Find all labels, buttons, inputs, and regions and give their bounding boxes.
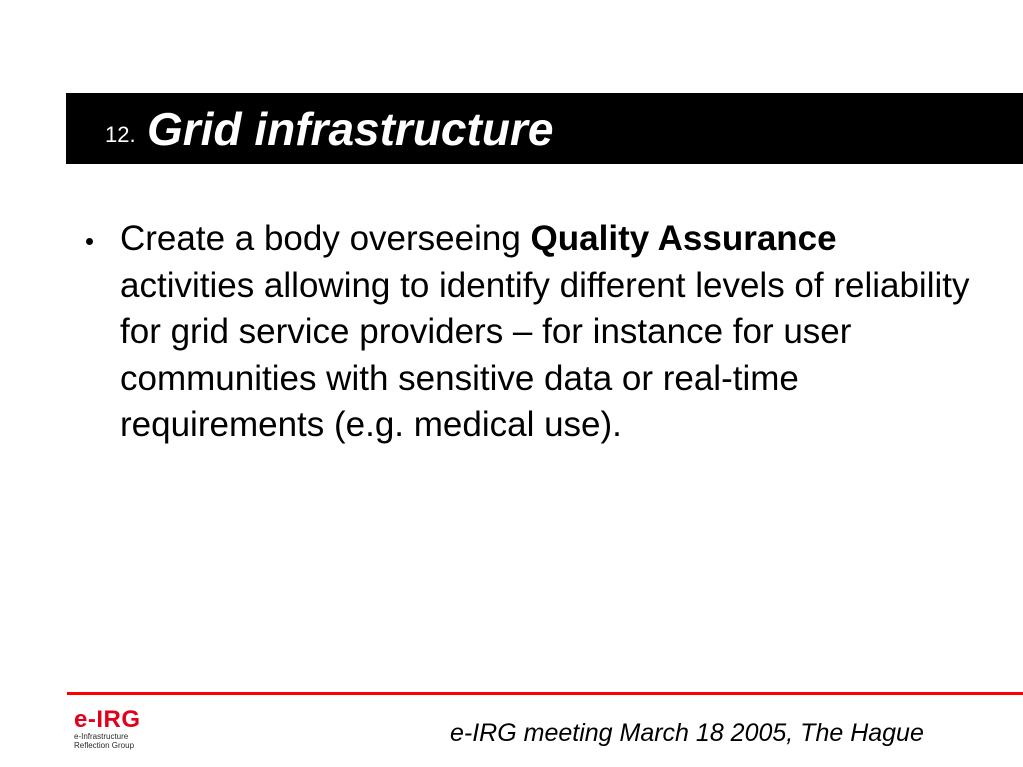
logo-wordmark: e-IRG	[74, 706, 141, 733]
footer-divider	[67, 692, 1023, 695]
bullet-text	[120, 216, 970, 449]
bullet-icon	[86, 238, 93, 245]
slide-number: 12.	[105, 122, 136, 147]
bullet-bold-text: Quality Assurance	[530, 219, 837, 258]
logo-subtitle-line-2: Reflection Group	[74, 741, 135, 750]
logo-subtitle-line-1: e-Infrastructure	[74, 732, 129, 741]
slide-title: Grid infrastructure	[147, 103, 554, 155]
bullet-text-part-2: activities allowing to identify different levels of reliability for grid service providers – for instance for user communities with sensitive data or real-time requirements (e.g. medical use).	[120, 265, 970, 444]
bullet-text-part-1: Create a body overseeing	[120, 219, 531, 258]
e-irg-logo	[74, 708, 174, 752]
footer-caption: e-IRG meeting March 18 2005, The Hague	[450, 719, 924, 747]
